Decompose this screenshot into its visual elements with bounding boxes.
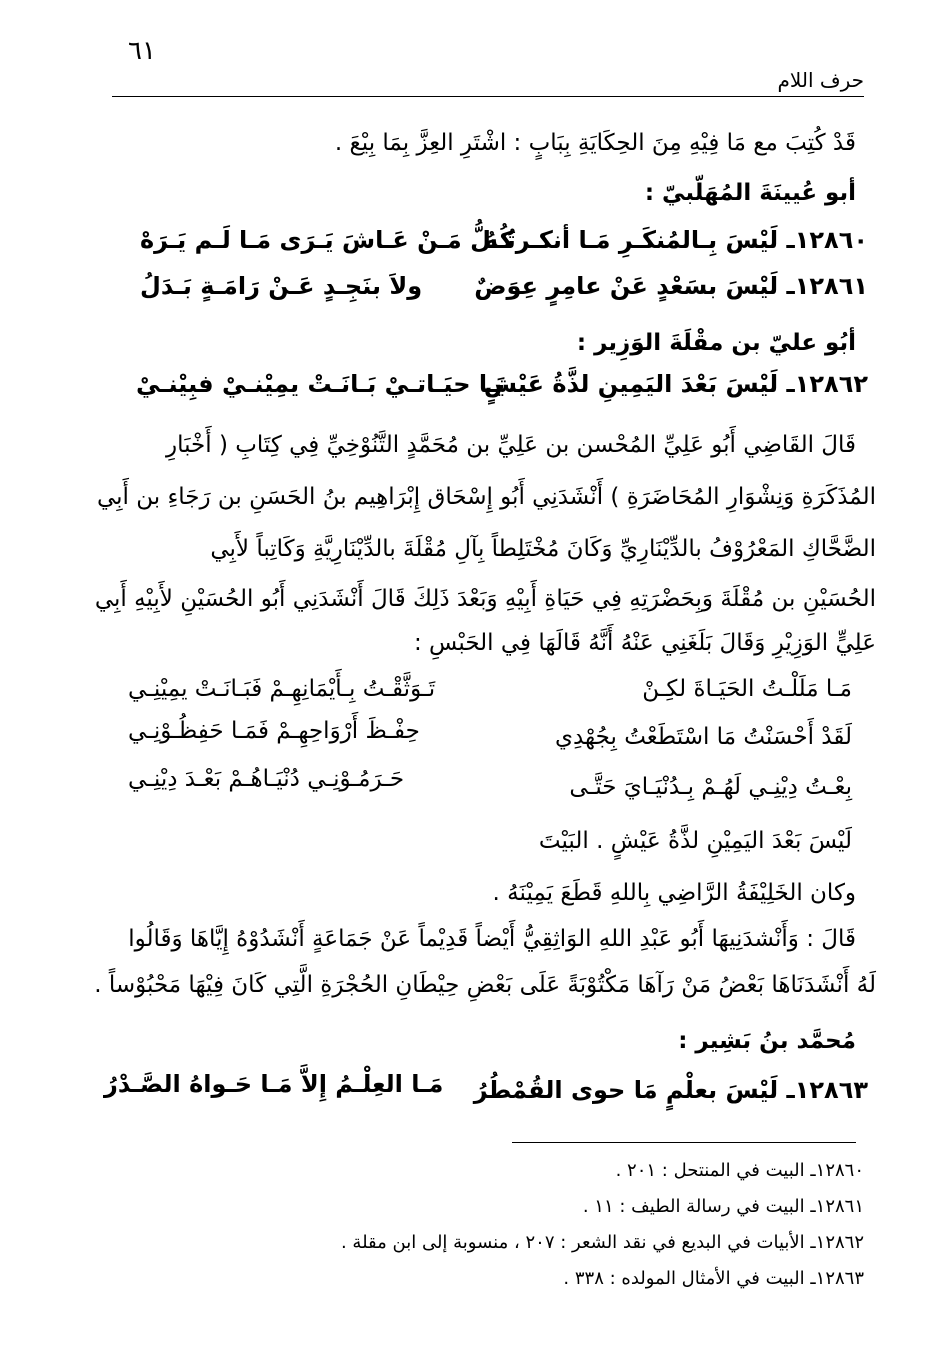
text-line: وكان الخَلِيْفَةُ الرَّاضِي بِاللهِ قَطَعَ يَمِيْنَهُ . [492, 880, 856, 906]
verse-first-hemistich: ١٢٨٦٣ـ لَيْسَ بعلْمٍ مَا حوى القُمْطُرُ [473, 1076, 868, 1104]
page-number: ٦١ [128, 36, 156, 66]
text-line: الضَّحَّاكِ المَعْرُوْفُ بالدِّيْنَارِيِّ وَكَانَ مُخْتَلِطاً بِآلِ مُقْلَةَ بالدِّيْنَارِيَّةِ وَكَاتِباً لأَبِي [210, 536, 876, 562]
verse-first-hemistich: ١٢٨٦٠ـ لَيْسَ بِـالمُنكَـرِ مَـا أنكـرتُـهُ [484, 226, 868, 254]
verse-second-hemistich: مَـا العِلْـمُ إِلاَّ مَـا حَـواهُ الصَّـدْرُ [104, 1070, 444, 1098]
quoted-verse-first: مَـا مَلَلْـتُ الحَيَـاةَ لكِـنْ [642, 676, 852, 702]
text-line: قَدْ كُتِبَ مع مَا فِيْهِ مِنَ الحِكَايَةِ بِبَابٍ : اشْتَرِ العِزَّ بِمَا بِيْعَ . [334, 130, 856, 156]
text-line: عَلِيٍّ الوَزِيْرِ وَقَالَ بَلَغَنِي عَنْهُ أَنَّهُ قَالَهَا فِي الحَبْسِ : [414, 630, 876, 656]
quoted-verse-second: حِفْـظَ أَرْوَاحِهِـمْ فَمَـا حَفِظُـوْنِـي [128, 718, 420, 744]
verse-second-hemistich: يَـا حيَـاتـيْ بَـانَـتْ يمِيْنـيْ فبِيْنـيْ [136, 370, 506, 398]
quoted-verse-first: بِعْـتُ دِيْنِـي لَهُـمْ بِـدُنْيَـايَ حَتَّـى [569, 774, 852, 800]
footnote: ١٢٨٦٢ـ الأبيات في البديع في نقد الشعر : ٢٠٧ ، منسوبة إلى ابن مقلة . [340, 1232, 864, 1253]
footnote: ١٢٨٦٠ـ البيت في المنتحل : ٢٠١ . [615, 1160, 864, 1181]
poet-heading: أبُو عليّ بن مقْلَةَ الوَزِير : [576, 330, 856, 356]
verse-second-hemistich: ولاَ بنَجِـدٍ عَـنْ رَامَـةٍ بَـدَلُ [140, 272, 423, 300]
verse-first-hemistich: ١٢٨٦١ـ لَيْسَ بسَعْدٍ عَنْ عامِرٍ عِوَضٌ [474, 272, 868, 300]
text-line: قَالَ القَاضِي أَبُو عَلِيِّ المُحْسن بن عَلِيِّ بن مُحَمَّدٍ التَّنُوْخِيِّ فِي كِتَابِ ( أَخْبَارِ [165, 432, 856, 458]
quoted-verse-first: لَقَدْ أَحْسَنْتُ مَا اسْتَطَعْتُ بِجُهْدِي [554, 724, 852, 750]
text-line: لَهُ أَنْشَدَنَاهَا بَعْضُ مَنْ رَآهَا مَكْتُوْبَةً عَلَى بَعْضِ حِيْطَانِ الحُجْرَةِ الَّتِي كَانَ فِيْهَا مَحْبُوْساً . [94, 972, 876, 998]
header-rule [112, 96, 864, 97]
verse-second-hemistich: كُـلُّ مَـنْ عَـاشَ يَـرَى مَـا لَـم يَـرَهْ [140, 226, 514, 254]
footnote: ١٢٨٦١ـ البيت في رسالة الطيف : ١١ . [582, 1196, 864, 1217]
footnote-rule [512, 1142, 856, 1143]
quoted-verse-second: تَـوَثَّقْـتُ بِـأَيْمَانِهِـمْ فَبَـانَـتْ يمِيْنِـي [128, 676, 436, 702]
quoted-verse-second: حَـرَمُـوْنِـي دُنْيَـاهُـمْ بَعْـدَ دِيْنِـي [128, 766, 405, 792]
text-line: المُذَكَرَةِ وَنِشْوَارِ المُحَاضَرَةِ ) أَنْشَدَنِي أَبُو إِسْحَاق إِبْرَاهِيم بنُ الحَسَنِ بن رَجَاءِ بن أَبِي [96, 484, 876, 510]
text-line: الحُسَيْنِ بن مُقْلَةَ وَبِحَضْرَتِهِ فِي حَيَاةِ أَبِيْهِ وَبَعْدَ ذَلِكَ قَالَ أَنْشَدَنِي أَبُو الحُسَيْنِ لأَبِيْهِ أَبِي [94, 586, 876, 612]
poet-heading: مُحمَّد بنُ بَشِير : [678, 1028, 856, 1054]
text-line: قَالَ : وَأَنْشدَنِيهَا أَبُو عَبْدِ اللهِ الوَاثِقِيُّ أَيْضاً قَدِيْماً عَنْ جَمَاعَةٍ أَنْشَدُوْهُ إِيَّاهَا وَقَالُوا [128, 926, 856, 952]
verse-first-hemistich: ١٢٨٦٢ـ لَيْسَ بَعْدَ اليَمِينِ لذَّةُ عَيْشٍ [483, 370, 868, 398]
chapter-title: حرف اللام [777, 68, 864, 92]
poet-heading: أبو عُيينَةَ المُهَلّبيّ : [644, 180, 856, 206]
quoted-verse-first: لَيْسَ بَعْدَ اليَمِيْنِ لذَّةُ عَيْشٍ . البَيْتَ [538, 828, 852, 854]
footnote: ١٢٨٦٣ـ البيت في الأمثال المولده : ٣٣٨ . [563, 1268, 864, 1289]
